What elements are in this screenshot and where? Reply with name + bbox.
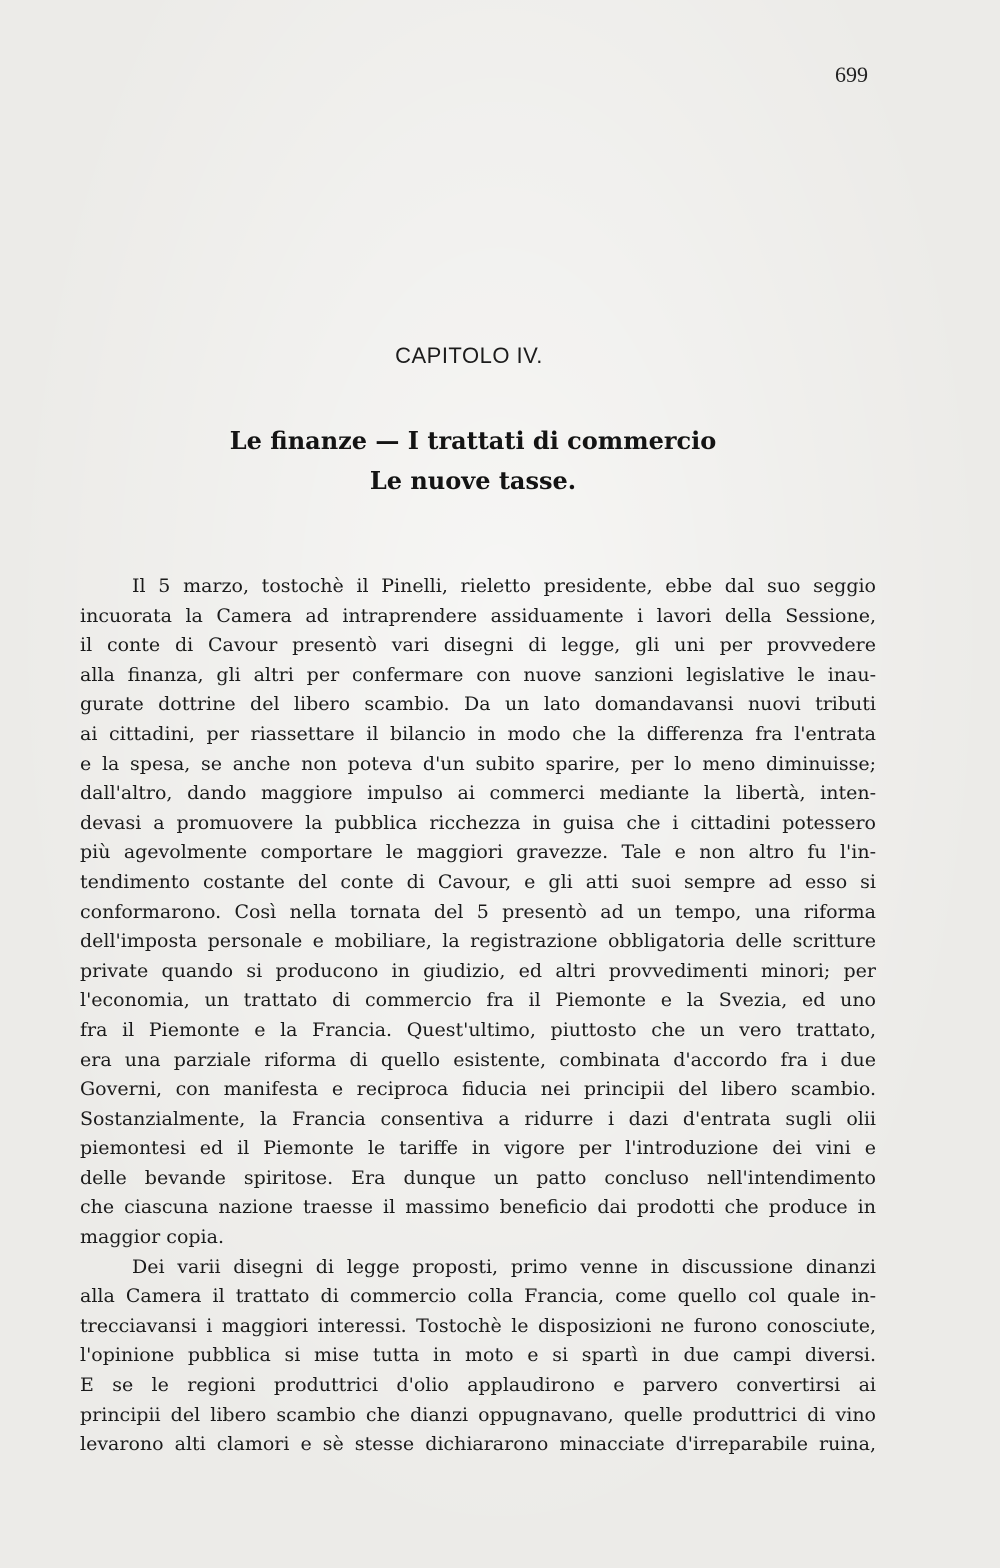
text-line: il conte di Cavour presentò vari disegni di legge, gli uni per provvedere bbox=[80, 634, 876, 657]
text-line: devasi a promuovere la pubblica ricchezza in guisa che i cittadini potessero bbox=[80, 811, 876, 834]
text-line: trecciavansi i maggiori interessi. Tostochè le disposizioni ne furono conosciute, bbox=[80, 1314, 876, 1337]
page-number: 699 bbox=[835, 62, 868, 87]
text-line: tendimento costante del conte di Cavour, e gli atti suoi sempre ad esso si bbox=[80, 870, 876, 893]
text-line: principii del libero scambio che dianzi oppugnavano, quelle produttrici di vino bbox=[80, 1403, 876, 1426]
text-line: Sostanzialmente, la Francia consentiva a ridurre i dazi d'entrata sugli olii bbox=[80, 1107, 876, 1130]
text-line: e la spesa, se anche non poteva d'un subito sparire, per lo meno diminuisse; bbox=[80, 752, 876, 775]
text-line: l'opinione pubblica si mise tutta in moto e si spartì in due campi diversi. bbox=[80, 1344, 876, 1367]
text-line: piemontesi ed il Piemonte le tariffe in vigore per l'introduzione dei vini e bbox=[80, 1137, 876, 1160]
paragraph bbox=[80, 1253, 876, 1460]
chapter-title-line-1: Le finanze — I trattati di commercio bbox=[229, 426, 717, 455]
text-line: ai cittadini, per riassettare il bilancio in modo che la differenza fra l'entrata bbox=[80, 722, 876, 745]
text-line: conformarono. Così nella tornata del 5 presentò ad un tempo, una riforma bbox=[80, 900, 876, 923]
text-line: Il 5 marzo, tostochè il Pinelli, rieletto presidente, ebbe dal suo seggio bbox=[132, 575, 876, 597]
text-line: delle bevande spiritose. Era dunque un patto concluso nell'intendimento bbox=[80, 1166, 876, 1189]
text-line: più agevolmente comportare le maggiori gravezze. Tale e non altro fu l'in- bbox=[80, 841, 876, 864]
text-line: dall'altro, dando maggiore impulso ai commerci mediante la libertà, inten- bbox=[80, 782, 876, 805]
text-line: levarono alti clamori e sè stesse dichiararono minacciate d'irreparabile ruina, bbox=[80, 1433, 876, 1456]
chapter-title-line-2: Le nuove tasse. bbox=[369, 466, 577, 495]
text-line: Dei varii disegni di legge proposti, primo venne in discussione dinanzi bbox=[132, 1255, 876, 1278]
text-line: era una parziale riforma di quello esistente, combinata d'accordo fra i due bbox=[80, 1048, 876, 1071]
body-text bbox=[80, 572, 876, 1460]
text-line: l'economia, un trattato di commercio fra il Piemonte e la Svezia, ed uno bbox=[80, 989, 876, 1012]
text-line: incuorata la Camera ad intraprendere assiduamente i lavori della Sessione, bbox=[80, 604, 876, 627]
text-line: gurate dottrine del libero scambio. Da un lato domandavansi nuovi tributi bbox=[80, 693, 876, 716]
text-line: Governi, con manifesta e reciproca fiducia nei principii del libero scambio. bbox=[80, 1078, 876, 1101]
text-line: alla Camera il trattato di commercio colla Francia, come quello col quale in- bbox=[80, 1285, 876, 1308]
text-line: fra il Piemonte e la Francia. Quest'ultimo, piuttosto che un vero trattato, bbox=[80, 1018, 876, 1041]
text-line: dell'imposta personale e mobiliare, la registrazione obbligatoria delle scritture bbox=[80, 930, 876, 953]
text-line: private quando si producono in giudizio, ed altri provvedimenti minori; per bbox=[80, 959, 876, 982]
text-line: alla finanza, gli altri per confermare con nuove sanzioni legislative le inau- bbox=[80, 663, 876, 686]
text-line: E se le regioni produttrici d'olio applaudirono e parvero convertirsi ai bbox=[80, 1374, 876, 1397]
paragraph bbox=[80, 572, 876, 1253]
text-line: maggior copia. bbox=[80, 1226, 224, 1249]
text-line: che ciascuna nazione traesse il massimo beneficio dai prodotti che produce in bbox=[80, 1196, 876, 1219]
chapter-heading: CAPITOLO IV. bbox=[395, 343, 543, 368]
